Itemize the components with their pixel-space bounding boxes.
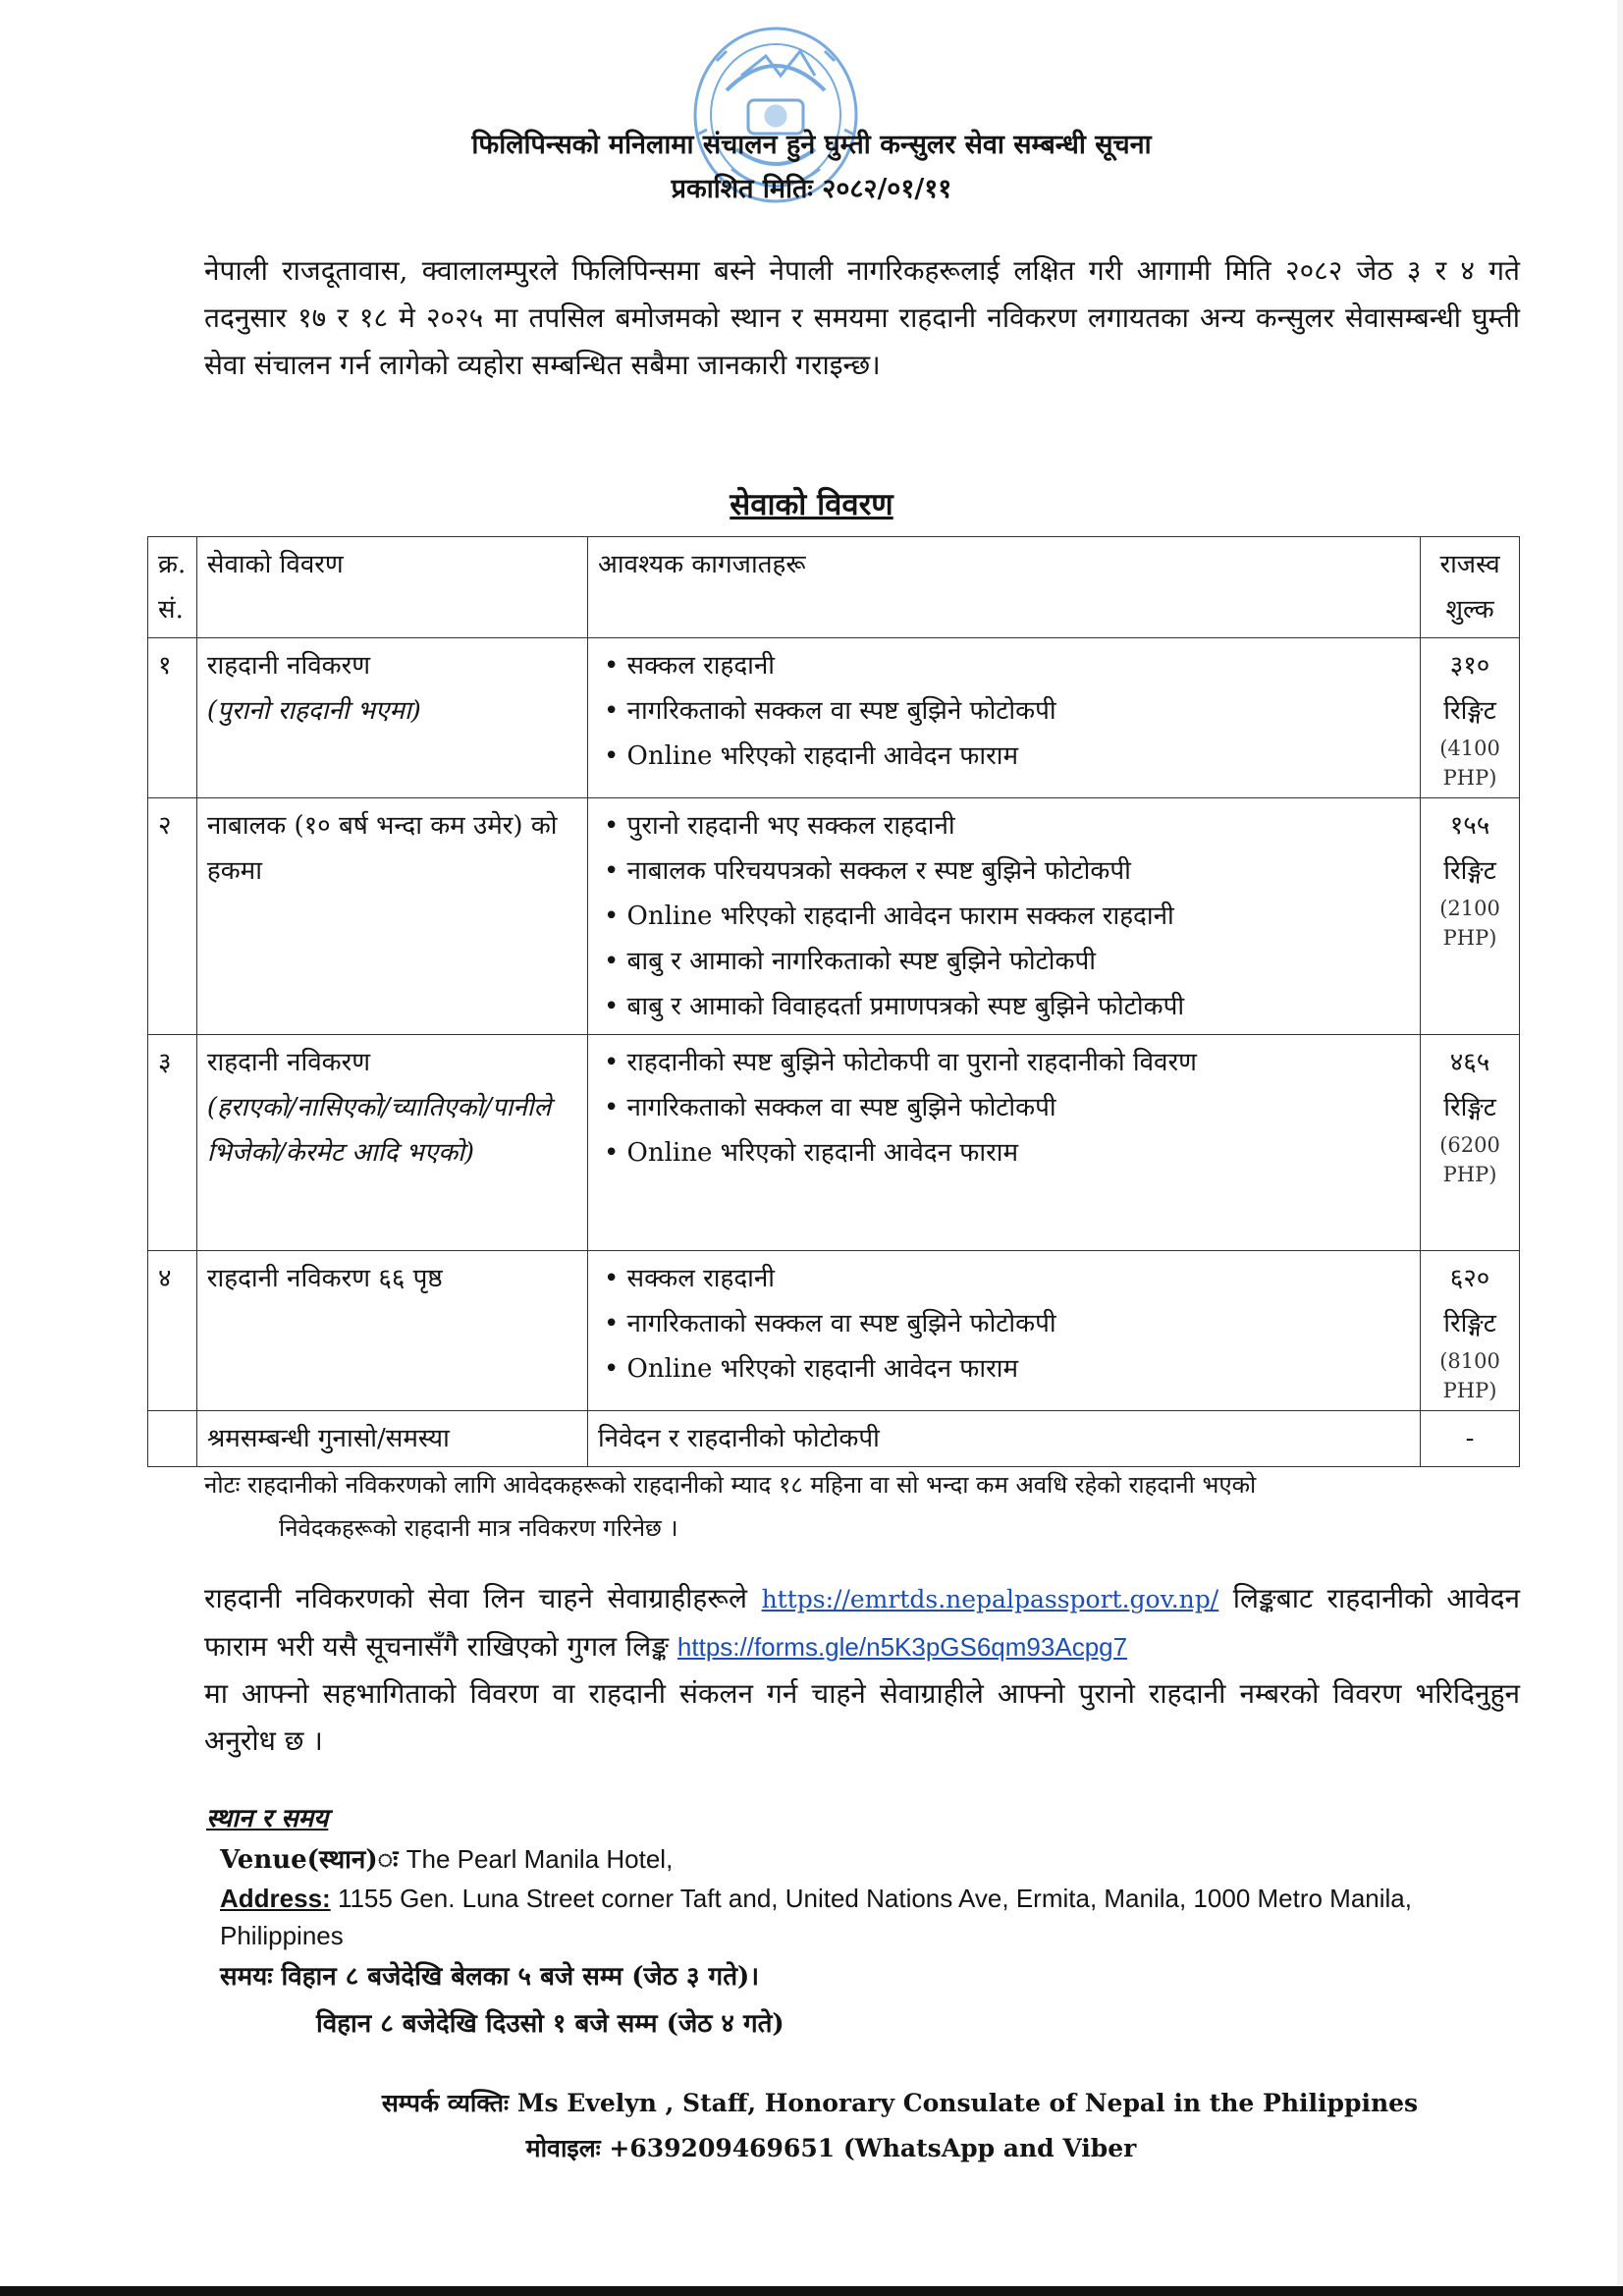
service-note: (हराएको/नासिएको/च्यातिएको/पानीले भिजेको/केरमेट आदि भएको) xyxy=(206,1093,552,1168)
instructions-text: मा आफ्नो सहभागिताको विवरण वा राहदानी संकलन गर्न चाहने सेवाग्राहीले आफ्नो पुरानो राहदानी नम्बरको विवरण भरिदिनुहुन अनुरोध छ । xyxy=(204,1677,1520,1757)
row-documents xyxy=(587,1035,1420,1251)
row-service xyxy=(196,638,587,798)
table-row xyxy=(148,798,1520,1035)
table-row xyxy=(148,1411,1520,1467)
fee-amount: १५५ xyxy=(1449,811,1490,841)
mobile-number: +639209469651 (WhatsApp and Viber xyxy=(609,2134,1137,2162)
row-fee xyxy=(1421,1251,1520,1411)
column-header-service: सेवाको विवरण xyxy=(196,537,587,638)
document-item: • राहदानीको स्पष्ट बुझिने फोटोकपी वा पुरानो राहदानीको विवरण xyxy=(604,1040,1410,1085)
published-date: प्रकाशित मितिः २०८२/०१/११ xyxy=(671,174,952,204)
documents-list xyxy=(598,803,1410,1029)
venue-name: The Pearl Manila Hotel, xyxy=(406,1844,674,1874)
fee-amount: ३१० xyxy=(1449,651,1490,681)
row-service: श्रमसम्बन्धी गुनासो/समस्या xyxy=(196,1411,587,1467)
row-sn: ३ xyxy=(148,1035,197,1251)
row-service xyxy=(196,1035,587,1251)
services-heading: सेवाको विवरण xyxy=(730,487,893,522)
row-sn: ४ xyxy=(148,1251,197,1411)
column-header-documents: आवश्यक कागजातहरू xyxy=(587,537,1420,638)
instructions-paragraph xyxy=(204,1575,1520,1765)
row-documents: निवेदन र राहदानीको फोटोकपी xyxy=(587,1411,1420,1467)
fee-unit: रिङ्गिट xyxy=(1443,856,1496,886)
fee-amount: ४६५ xyxy=(1449,1048,1490,1077)
document-item: • नागरिकताको सक्कल वा स्पष्ट बुझिने फोटोकपी xyxy=(604,1301,1410,1346)
contact-person-line xyxy=(0,2082,1623,2125)
row-fee: - xyxy=(1421,1411,1520,1467)
service-name: राहदानी नविकरण ६६ पृष्ठ xyxy=(206,1264,443,1293)
fee-php: (4100 PHP) xyxy=(1439,737,1500,790)
address-label: Address: xyxy=(220,1884,331,1913)
row-documents xyxy=(587,798,1420,1035)
venue-line xyxy=(220,1840,1520,1879)
address-text: 1155 Gen. Luna Street corner Taft and, United Nations Ave, Ermita, Manila, 1000 Metro Manila, Philippines xyxy=(220,1884,1412,1950)
documents-list xyxy=(598,1040,1410,1175)
row-documents xyxy=(587,638,1420,798)
fee-php: (6200 PHP) xyxy=(1439,1133,1500,1186)
time-line-day2: विहान ८ बजेदेखि दिउसो १ बजे सम्म (जेठ ४ गते) xyxy=(316,2009,784,2039)
row-service xyxy=(196,1251,587,1411)
services-table xyxy=(147,536,1520,1467)
header-sn-line1: क्र. xyxy=(158,550,187,579)
google-form-link[interactable]: https://forms.gle/n5K3pGS6qm93Acpg7 xyxy=(676,1632,1128,1662)
fee-php: (8100 PHP) xyxy=(1439,1349,1500,1402)
scan-edge xyxy=(1617,0,1623,2296)
note-line: नोटः राहदानीको नविकरणको लागि आवेदकहरूको राहदानीको म्याद १८ महिना वा सो भन्दा कम अवधि रहेको राहदानी भएको xyxy=(204,1471,1257,1499)
fee-amount: ६२० xyxy=(1449,1264,1490,1293)
fee-unit: रिङ्गिट xyxy=(1443,696,1496,726)
venue-label: Venue(स्थान)ः xyxy=(220,1845,399,1875)
table-row xyxy=(148,1035,1520,1251)
document-item: • सक्कल राहदानी xyxy=(604,643,1410,688)
column-header-fee xyxy=(1421,537,1520,638)
fee-php: (2100 PHP) xyxy=(1439,897,1500,950)
service-name: राहदानी नविकरण xyxy=(206,651,371,681)
document-item: • Online भरिएको राहदानी आवेदन फाराम सक्कल राहदानी xyxy=(604,894,1410,939)
document-item: • नागरिकताको सक्कल वा स्पष्ट बुझिने फोटोकपी xyxy=(604,1085,1410,1130)
row-sn xyxy=(148,1411,197,1467)
row-sn: १ xyxy=(148,638,197,798)
row-service xyxy=(196,798,587,1035)
row-fee xyxy=(1421,798,1520,1035)
table-row xyxy=(148,1251,1520,1411)
row-sn: २ xyxy=(148,798,197,1035)
scan-bottom-border xyxy=(0,2286,1623,2296)
instructions-text: लिङ्कबाट राहदानीको आवेदन फाराम भरी यसै सूचनासँगै राखिएको गुगल लिङ्क xyxy=(204,1582,1520,1663)
document-item: • नाबालक परिचयपत्रको सक्कल र स्पष्ट बुझिने फोटोकपी xyxy=(604,848,1410,894)
table-row xyxy=(148,638,1520,798)
place-time-heading: स्थान र समय xyxy=(206,1804,329,1833)
document-item: • Online भरिएको राहदानी आवेदन फाराम xyxy=(604,1346,1410,1392)
document-item: • पुरानो राहदानी भए सक्कल राहदानी xyxy=(604,803,1410,848)
contact-person: Ms Evelyn , Staff, Honorary Consulate of Nepal in the Philippines xyxy=(516,2089,1419,2117)
fee-unit: रिङ्गिट xyxy=(1443,1309,1496,1339)
contact-mobile-line xyxy=(0,2127,1623,2170)
document-item: • Online भरिएको राहदानी आवेदन फाराम xyxy=(604,734,1410,779)
header-sn-line2: सं. xyxy=(158,595,184,625)
document-item: • बाबु र आमाको नागरिकताको स्पष्ट बुझिने फोटोकपी xyxy=(604,939,1410,984)
note-block xyxy=(204,1463,1520,1550)
document-item: • Online भरिएको राहदानी आवेदन फाराम xyxy=(604,1130,1410,1175)
contact-label: सम्पर्क व्यक्तिः xyxy=(381,2089,510,2117)
mobile-label: मोवाइलः xyxy=(525,2134,601,2162)
address-line xyxy=(220,1880,1520,1954)
passport-portal-link[interactable]: https://emrtds.nepalpassport.gov.np/ xyxy=(761,1585,1219,1613)
documents-list xyxy=(598,643,1410,779)
service-name: नाबालक (१० बर्ष भन्दा कम उमेर) को हकमा xyxy=(206,811,558,886)
service-note: (पुरानो राहदानी भएमा) xyxy=(206,696,421,726)
documents-list xyxy=(598,1256,1410,1392)
fee-unit: रिङ्गिट xyxy=(1443,1093,1496,1122)
note-line: निवेदकहरूको राहदानी मात्र नविकरण गरिनेछ । xyxy=(279,1514,678,1542)
header-fee-line1: राजस्व xyxy=(1439,550,1500,579)
document-item: • बाबु र आमाको विवाहदर्ता प्रमाणपत्रको स्पष्ट बुझिने फोटोकपी xyxy=(604,984,1410,1029)
document-item: • नागरिकताको सक्कल वा स्पष्ट बुझिने फोटोकपी xyxy=(604,688,1410,734)
document-item: • सक्कल राहदानी xyxy=(604,1256,1410,1301)
notice-title: फिलिपिन्सको मनिलामा संचालन हुने घुम्ती कन्सुलर सेवा सम्बन्धी सूचना xyxy=(471,130,1152,160)
service-name: राहदानी नविकरण xyxy=(206,1048,371,1077)
instructions-text: राहदानी नविकरणको सेवा लिन चाहने सेवाग्राहीहरूले xyxy=(204,1582,748,1614)
column-header-sn xyxy=(148,537,197,638)
header-fee-line2: शुल्क xyxy=(1445,595,1494,625)
row-documents xyxy=(587,1251,1420,1411)
table-header-row xyxy=(148,537,1520,638)
row-fee xyxy=(1421,1035,1520,1251)
intro-paragraph: नेपाली राजदूतावास, क्वालालम्पुरले फिलिपिन्समा बस्ने नेपाली नागरिकहरूलाई लक्षित गरी आगामी मिति २०८२ जेठ ३ र ४ गते तदनुसार १७ र १८ मे २०२५ मा तपसिल बमोजमको स्थान र समयमा राहदानी नविकरण लगायतका अन्य कन्सुलर सेवासम्बन्धी घुम्ती सेवा संचालन गर्न लागेको व्यहोरा सम्बन्धित सबैमा जानकारी गराइन्छ। xyxy=(204,254,1520,381)
row-fee xyxy=(1421,638,1520,798)
time-line-day1: समयः विहान ८ बजेदेखि बेलका ५ बजे सम्म (जेठ ३ गते)। xyxy=(220,1962,760,1992)
